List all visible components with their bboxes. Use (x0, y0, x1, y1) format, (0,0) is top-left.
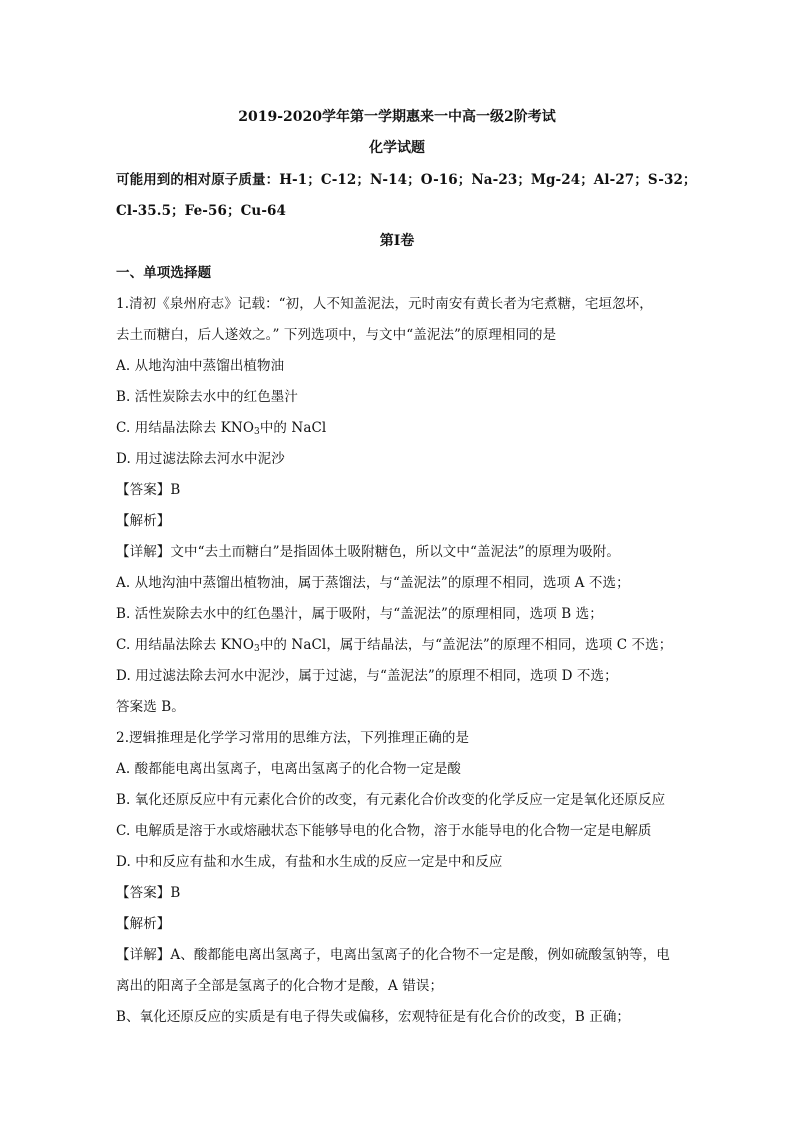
exam-title: 2019-2020学年第一学期惠来一中高一级2阶考试 (238, 109, 556, 125)
atomic-mass-line-2: Cl-35.5；Fe-56；Cu-64 (116, 203, 287, 219)
q1-explanation-d: D. 用过滤法除去河水中泥沙，属于过滤，与“盖泥法”的原理不相同，选项 D 不选； (116, 668, 618, 684)
q1-explanation-a: A. 从地沟油中蒸馏出植物油，属于蒸馏法，与“盖泥法”的原理不相同，选项 A 不选； (116, 575, 630, 591)
q2-analysis-label: 【解析】 (116, 916, 171, 932)
q1-option-c: C. 用结晶法除去 $KNO_3$中的 NaCl (116, 420, 327, 437)
q1-explanation-b: B. 活性炭除去水中的红色墨汁，属于吸附，与“盖泥法”的原理相同，选项 B 选； (116, 606, 603, 622)
q2-option-b: B. 氧化还原反应中有元素化合价的改变，有元素化合价改变的化学反应一定是氧化还原反应 (116, 792, 666, 808)
q2-stem: 2.逻辑推理是化学学习常用的思维方法，下列推理正确的是 (116, 730, 470, 746)
q2-detail-b: B、氧化还原反应的实质是有电子得失或偏移，宏观特征是有化合价的改变，B 正确； (116, 1009, 631, 1025)
q2-detail-line-2: 离出的阳离子全部是氢离子的化合物才是酸，A 错误； (116, 978, 444, 994)
q1-option-a: A. 从地沟油中蒸馏出植物油 (116, 358, 285, 374)
q2-detail-line-1: 【详解】A、酸都能电离出氢离子，电离出氢离子的化合物不一定是酸，例如硫酸氢钠等，电 (116, 947, 670, 963)
exam-subtitle: 化学试题 (369, 140, 425, 156)
volume-title: 第Ⅰ卷 (379, 233, 415, 249)
q1-explanation-c: C. 用结晶法除去 $KNO_3$中的 NaCl，属于结晶法，与“盖泥法”的原理不相同，选项 C 不选； (116, 637, 673, 654)
q1-stem-line-2: 去土而糖白，后人遂效之。” 下列选项中，与文中“盖泥法”的原理相同的是 (116, 327, 557, 343)
q1-option-d: D. 用过滤法除去河水中泥沙 (116, 451, 285, 467)
q2-option-c: C. 电解质是溶于水或熔融状态下能够导电的化合物，溶于水能导电的化合物一定是电解质 (116, 823, 652, 839)
q1-option-b: B. 活性炭除去水中的红色墨汁 (116, 389, 299, 405)
q1-conclusion: 答案选 B。 (116, 699, 185, 715)
section-title: 一、单项选择题 (116, 265, 212, 281)
atomic-mass-line-1: 可能用到的相对原子质量：H-1；C-12；N-14；O-16；Na-23；Mg-24；Al-27；S-32； (116, 172, 697, 188)
q2-option-d: D. 中和反应有盐和水生成，有盐和水生成的反应一定是中和反应 (116, 854, 503, 870)
q1-detail: 【详解】文中“去土而糖白”是指固体土吸附糖色，所以文中“盖泥法”的原理为吸附。 (116, 544, 621, 560)
q1-analysis-label: 【解析】 (116, 513, 171, 529)
q2-option-a: A. 酸都能电离出氢离子，电离出氢离子的化合物一定是酸 (116, 761, 462, 777)
q1-answer: 【答案】B (116, 482, 181, 498)
q1-stem-line-1: 1.清初《泉州府志》记载：“初，人不知盖泥法，元时南安有黄长者为宅煮糖，宅垣忽坏， (116, 296, 653, 312)
q2-answer: 【答案】B (116, 885, 181, 901)
